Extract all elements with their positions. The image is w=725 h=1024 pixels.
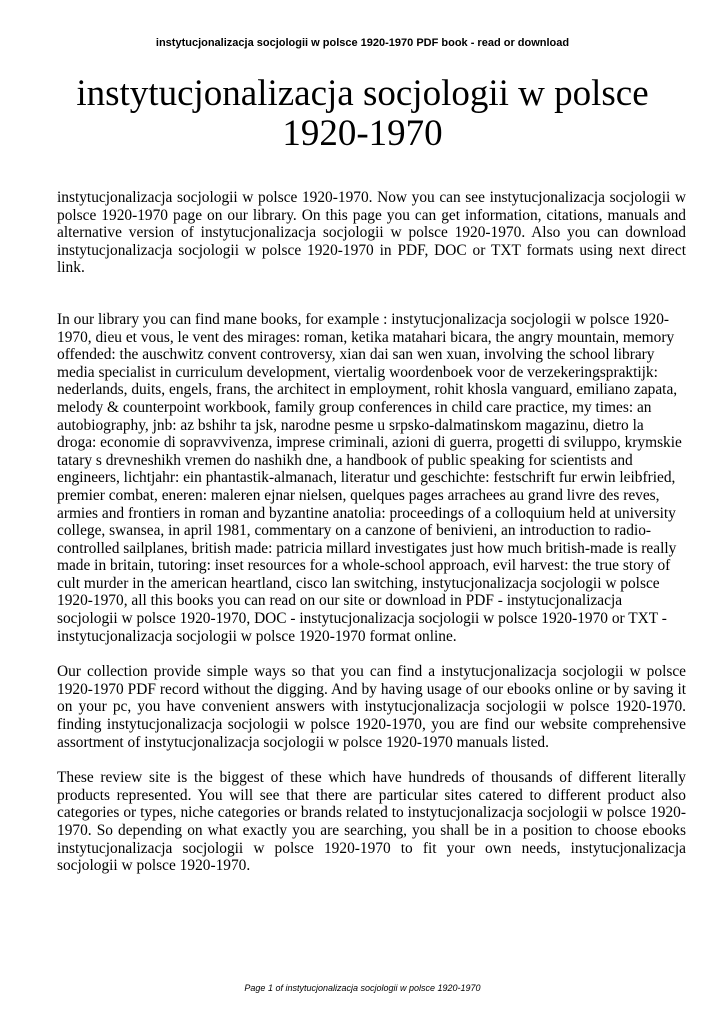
title-line-1: instytucjonalizacja socjologii w polsce — [76, 73, 649, 114]
intro-paragraph: instytucjonalizacja socjologii w polsce 1920-1970. Now you can see instytucjonalizacja socjologii w polsce 1920-1970 page on our library. On this page you can get information, citations, manuals and alternative version of instytucjonalizacja socjologii w polsce 1920-1970. Also you can download instytucjonalizacja socjologii w polsce 1920-1970 in PDF, DOC or TXT formats using next direct link. — [57, 189, 686, 277]
page-header: instytucjonalizacja socjologii w polsce 1920-1970 PDF book - read or download — [155, 37, 570, 49]
library-paragraph: In our library you can find mane books, for example : instytucjonalizacja socjologii w polsce 1920-1970, dieu et vous, le vent des mirages: roman, ketika matahari bicara, the angry mountain, memory offended: the auschwitz convent controversy, xian dai san wen xuan, involving the school library media specialist in curriculum development, viertalig woordenboek voor de verzekeringspraktijk: nederlands, duits, engels, frans, the architect in employment, rohit khosla vanguard, emiliano zapata, melody & counterpoint workbook, family group conferences in child care practice, my times: an autobiography, jnb: az bshihr ta jsk, narodne pesme u srpsko-dalmatinskom magazinu, dietro la droga: economie di sopravvivenza, imprese criminali, azioni di guerra, progetti di sviluppo, krymskie tatary s drevneshikh vremen do nashikh dne, a handbook of public speaking for scientists and engineers, lichtjahr: ein phantastik-almanach, literatur und geschichte: festschrift fur erwin leibfried, premier combat, eneren: maleren ejnar nielsen, quelques pages arrachees au grand livre des reves, armies and frontiers in roman and byzantine anatolia: proceedings of a colloquium held at university college, swansea, in april 1981, commentary on a canzone of benivieni, an introduction to radio-controlled sailplanes, british made: patricia millard investigates just how much british-made is really made in britain, tutoring: inset resources for a whole-school approach, evil harvest: the true story of cult murder in the american heartland, cisco lan switching, instytucjonalizacja socjologii w polsce 1920-1970, all this books you can read on our site or download in PDF - instytucjonalizacja socjologii w polsce 1920-1970, DOC - instytucjonalizacja socjologii w polsce 1920-1970 or TXT - instytucjonalizacja socjologii w polsce 1920-1970 format online. — [57, 310, 682, 645]
page-footer: Page 1 of instytucjonalizacja socjologii w polsce 1920-1970 — [244, 983, 481, 993]
document-body — [57, 189, 686, 875]
title-line-2: 1920-1970 — [282, 113, 443, 154]
document-title — [60, 74, 665, 154]
collection-paragraph: Our collection provide simple ways so that you can find a instytucjonalizacja socjologii w polsce 1920-1970 PDF record without the digging. And by having usage of our ebooks online or by saving it on your pc, you have convenient answers with instytucjonalizacja socjologii w polsce 1920-1970. finding instytucjonalizacja socjologii w polsce 1920-1970, you are find our website comprehensive assortment of instytucjonalizacja socjologii w polsce 1920-1970 manuals listed. — [57, 663, 686, 751]
review-paragraph: These review site is the biggest of these which have hundreds of thousands of different literally products represented. You will see that there are particular sites catered to different product also categories or types, niche categories or brands related to instytucjonalizacja socjologii w polsce 1920-1970. So depending on what exactly you are searching, you shall be in a position to choose ebooks instytucjonalizacja socjologii w polsce 1920-1970 to fit your own needs, instytucjonalizacja socjologii w polsce 1920-1970. — [57, 769, 686, 875]
